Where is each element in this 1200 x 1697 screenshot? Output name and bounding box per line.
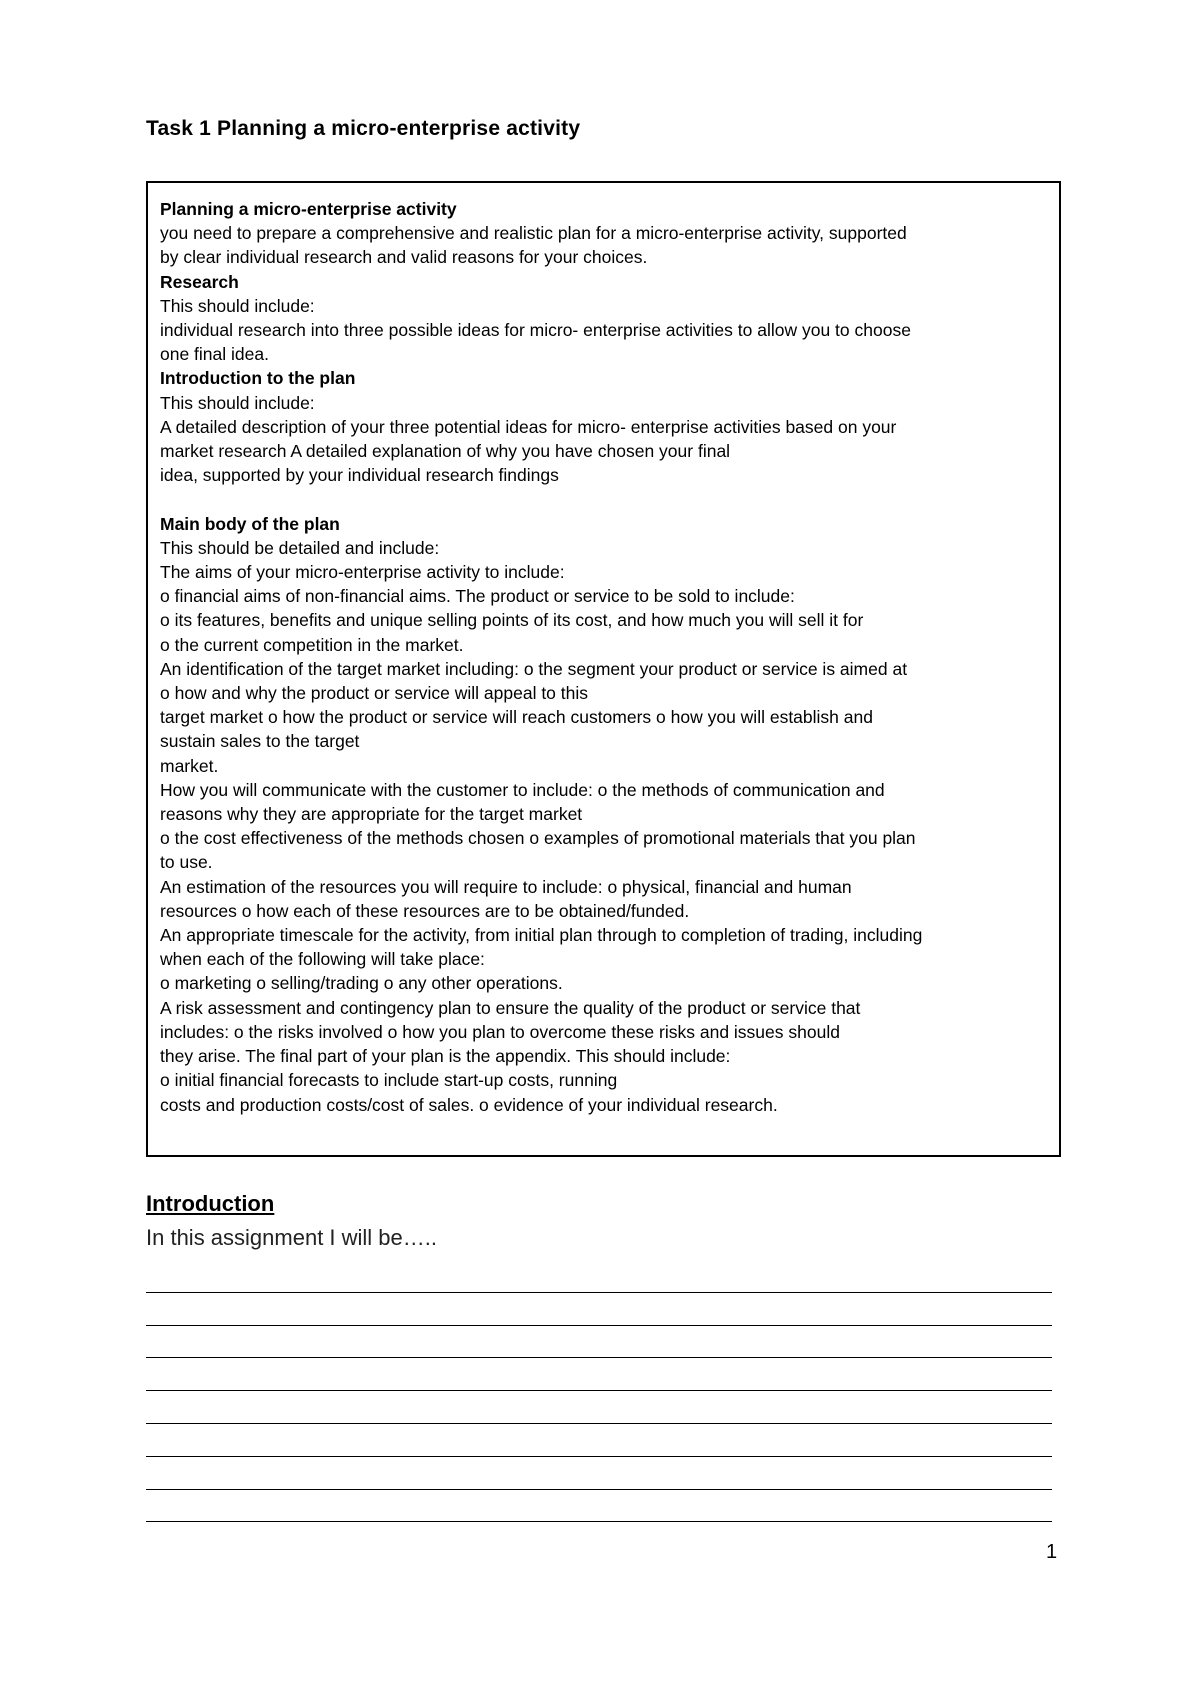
brief-text-line: you need to prepare a comprehensive and realistic plan for a micro-enterprise activity, supported xyxy=(160,223,907,244)
answer-line[interactable] xyxy=(146,1326,1052,1359)
answer-line[interactable] xyxy=(146,1424,1052,1457)
brief-text-line: o the cost effectiveness of the methods chosen o examples of promotional materials that you plan xyxy=(160,828,916,849)
brief-text-line xyxy=(160,487,1049,511)
brief-text-line: o marketing o selling/trading o any other operations. xyxy=(160,973,563,994)
brief-text-line: sustain sales to the target xyxy=(160,731,360,752)
brief-text-line: idea, supported by your individual research findings xyxy=(160,465,559,486)
brief-text-line: This should include: xyxy=(160,295,315,316)
brief-text-line: market research A detailed explanation of why you have chosen your final xyxy=(160,441,731,462)
brief-text-line: individual research into three possible ideas for micro- enterprise activities to allow you to choose xyxy=(160,320,911,341)
brief-text-line: o its features, benefits and unique selling points of its cost, and how much you will sell it for xyxy=(160,610,864,631)
task-brief-box xyxy=(146,181,1061,1157)
introduction-prompt: In this assignment I will be….. xyxy=(146,1225,438,1250)
brief-text-line: o how and why the product or service will appeal to this xyxy=(160,683,589,704)
brief-section-heading: Research xyxy=(160,271,239,292)
answer-line[interactable] xyxy=(146,1391,1052,1424)
brief-text-line: The aims of your micro-enterprise activity to include: xyxy=(160,562,565,583)
brief-text-line: An estimation of the resources you will require to include: o physical, financial and human xyxy=(160,876,852,897)
brief-text-line: includes: o the risks involved o how you plan to overcome these risks and issues should xyxy=(160,1021,840,1042)
answer-lines xyxy=(146,1260,1052,1522)
answer-line[interactable] xyxy=(146,1358,1052,1391)
brief-text-line: to use. xyxy=(160,852,213,873)
page-number: 1 xyxy=(1046,1541,1058,1563)
brief-text-line: o initial financial forecasts to include start-up costs, running xyxy=(160,1070,618,1091)
brief-text-line: A detailed description of your three potential ideas for micro- enterprise activities based on your xyxy=(160,416,897,437)
brief-text-line: An identification of the target market including: o the segment your product or service is aimed at xyxy=(160,658,908,679)
brief-text-line: when each of the following will take place: xyxy=(160,949,485,970)
answer-line[interactable] xyxy=(146,1260,1052,1293)
brief-text-line: reasons why they are appropriate for the target market xyxy=(160,804,583,825)
brief-text-line: This should include: xyxy=(160,392,315,413)
answer-line[interactable] xyxy=(146,1457,1052,1490)
brief-text-line: by clear individual research and valid reasons for your choices. xyxy=(160,247,648,268)
brief-section-heading: Planning a micro-enterprise activity xyxy=(160,199,457,219)
brief-section-heading: Main body of the plan xyxy=(160,513,340,534)
brief-text-line: An appropriate timescale for the activity, from initial plan through to completion of trading, including xyxy=(160,925,923,946)
answer-line[interactable] xyxy=(146,1293,1052,1326)
brief-text-line: market. xyxy=(160,755,219,776)
brief-text-line: they arise. The final part of your plan is the appendix. This should include: xyxy=(160,1046,731,1067)
brief-text-line: o financial aims of non-financial aims. The product or service to be sold to include: xyxy=(160,586,795,607)
brief-text-line: o the current competition in the market. xyxy=(160,634,464,655)
introduction-heading: Introduction xyxy=(146,1191,275,1216)
brief-text-line: How you will communicate with the customer to include: o the methods of communication and xyxy=(160,779,885,800)
brief-text-line: costs and production costs/cost of sales. o evidence of your individual research. xyxy=(160,1094,778,1115)
brief-text-line: A risk assessment and contingency plan to ensure the quality of the product or service that xyxy=(160,997,861,1018)
answer-line[interactable] xyxy=(146,1490,1052,1523)
page-title: Task 1 Planning a micro-enterprise activity xyxy=(146,117,581,140)
brief-section-heading: Introduction to the plan xyxy=(160,368,356,389)
brief-text-line: This should be detailed and include: xyxy=(160,537,440,558)
brief-text-line: target market o how the product or service will reach customers o how you will establish and xyxy=(160,707,873,728)
brief-text-line: one final idea. xyxy=(160,344,269,365)
brief-text-line: resources o how each of these resources are to be obtained/funded. xyxy=(160,900,690,921)
